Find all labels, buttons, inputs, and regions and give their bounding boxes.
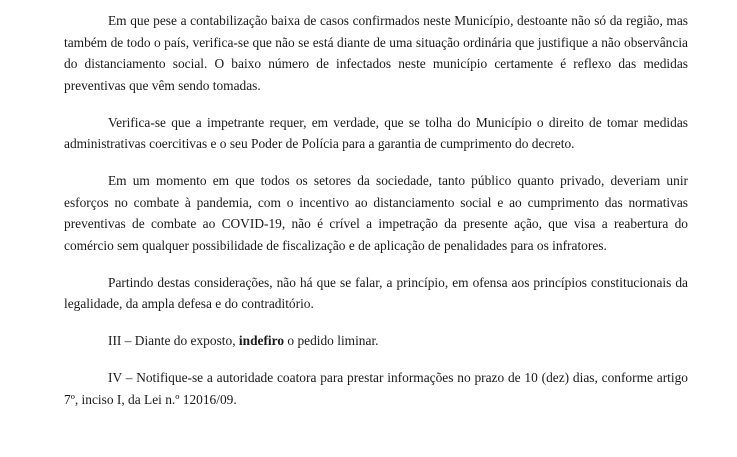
paragraph-principles: Partindo destas considerações, não há que se falar, a princípio, em ofensa aos princípios constitucionais da legalidade, da ampla defesa e do contraditório. (64, 274, 688, 311)
paragraph-pandemic-context: Em um momento em que todos os setores da sociedade, tanto público quanto privado, deveriam unir esforços no combate à pandemia, com o incentivo ao distanciamento social e ao cumprimento das normativas preventivas de combate ao COVID-19, não é crível a impetração da presente ação, que visa a reabertura do comércio sem qualquer possibilidade de fiscalização e de aplicação de penalidades para os infratores. (64, 173, 688, 253)
paragraph-petitioner-request: Verifica-se que a impetrante requer, em verdade, que se tolha do Município o direito de tomar medidas administrativas coercitivas e o seu Poder de Polícia para a garantia de cumprimento do decreto. (64, 114, 688, 151)
decision-text-after: o pedido liminar. (284, 333, 379, 348)
decision-bold-word: indefiro (238, 333, 285, 348)
decision-text-before: III – Diante do exposto, (108, 333, 239, 348)
document-body (64, 10, 688, 426)
paragraph-decision (64, 330, 688, 352)
paragraph-notification: IV – Notifique-se a autoridade coatora para prestar informações no prazo de 10 (dez) dias, conforme artigo 7º, inciso I, da Lei n.º 12016/09. (64, 370, 688, 407)
paragraph-case-count: Em que pese a contabilização baixa de casos confirmados neste Município, destoante não só da região, mas também de todo o país, verifica-se que não se está diante de uma situação ordinária que justifique a não observância do distanciamento social. O baixo número de infectados neste município certamente é reflexo das medidas preventivas que vêm sendo tomadas. (64, 13, 688, 93)
